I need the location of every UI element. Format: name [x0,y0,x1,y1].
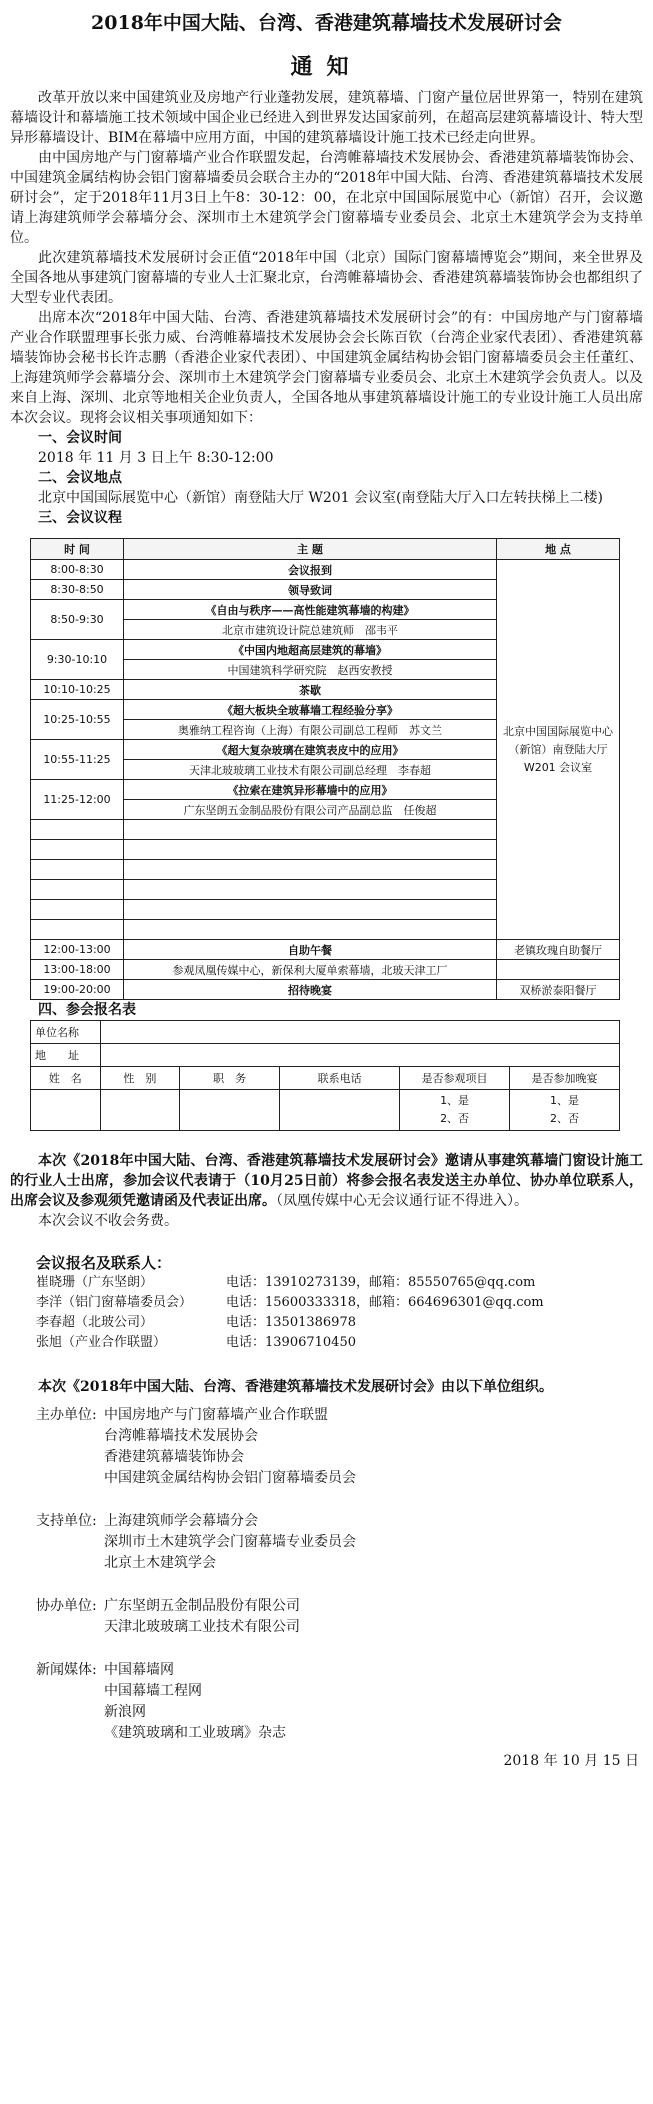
intro-paragraph-1: 改革开放以来中国建筑业及房地产行业蓬勃发展，建筑幕墙、门窗产量位居世界第一，特别在建筑幕墙设计和幕墙施工技术领域中国企业已经进入到世界发达国家前列，在超高层建筑幕墙设计、特大型异形幕墙设计、BIM在幕墙中应用方面，中国的建筑幕墙设计施工技术已经走向世界。 [10,90,643,146]
reg-dinner-yes: 1、是 [550,1094,580,1107]
contact-info: 电话：13906710450 [226,1335,356,1350]
contact-name: 李春超（北玻公司） [36,1315,154,1330]
contact-row [36,1293,653,1313]
agenda-speaker: 中国建筑科学研究院 赵西安教授 [124,660,497,680]
agenda-header-place: 地 点 [497,539,620,560]
agenda-time: 8:30-8:50 [31,580,124,600]
reg-entry-row [31,1090,620,1131]
intro-paragraph-2: 由中国房地产与门窗幕墙产业合作联盟发起，台湾帷幕墙技术发展协会、香港建筑幕墙装饰协会、中国建筑金属结构协会铝门窗幕墙委员会联合主办的“2018年中国大陆、台湾、香港建筑幕墙技术发展研讨会”，定于2018年11月3日上午8：30-12：00，在北京中国国际展览中心（新馆）召开，会议邀请上海建筑师学会幕墙分会、深圳市土木建筑学会门窗幕墙专业委员会、北京土木建筑学会为支持单位。 [10,150,643,246]
org-label: 新闻媒体: [36,1662,97,1678]
org-group-media [36,1660,653,1744]
document-title: 2018年中国大陆、台湾、香港建筑幕墙技术发展研讨会 [91,12,562,34]
reg-unit-row [31,1021,620,1044]
contact-name: 崔晓珊（广东坚朗） [36,1275,154,1290]
agenda-topic: 《超大复杂玻璃在建筑表皮中的应用》 [124,740,497,760]
org-group-host [36,1405,653,1489]
agenda-topic: 《自由与秩序——高性能建筑幕墙的构建》 [124,600,497,620]
contact-info: 电话：13501386978 [226,1315,356,1330]
org-group-coorganizer [36,1596,653,1638]
contact-row [36,1273,653,1293]
contacts-title: 会议报名及联系人： [36,1254,172,1272]
reg-visit-no: 2、否 [440,1112,470,1125]
contacts-list [0,1273,653,1353]
agenda-location: 北京中国国际展览中心（新馆）南登陆大厅 W201 会议室 [497,560,620,940]
agenda-time: 10:10-10:25 [31,680,124,700]
reg-header-visit: 是否参观项目 [400,1067,510,1090]
organizers-intro: 本次《2018年中国大陆、台湾、香港建筑幕墙技术发展研讨会》由以下单位组织。 [38,1379,553,1395]
intro-paragraph-3: 此次建筑幕墙技术发展研讨会正值“2018年中国（北京）国际门窗幕墙博览会”期间，来全世界及全国各地从事建筑门窗幕墙的专业人士汇聚北京，台湾帷幕墙协会、香港建筑幕墙装饰协会也都组织了大型专业代表团。 [10,250,643,306]
document-subtitle: 通知 [290,54,363,80]
agenda-time: 13:00-18:00 [31,960,124,980]
reg-dinner-no: 2、否 [550,1112,580,1125]
agenda-topic: 自助午餐 [124,940,497,960]
reg-entry-visit[interactable] [400,1090,510,1131]
org-item: 中国房地产与门窗幕墙产业合作联盟 [104,1407,328,1423]
notes-paren: （凤凰传媒中心无会议通行证不得进入）。 [276,1193,528,1209]
reg-address-value[interactable] [100,1044,619,1067]
contact-info: 电话：15600333318，邮箱：664696301@qq.com [226,1295,544,1310]
org-item: 深圳市土木建筑学会门窗幕墙专业委员会 [104,1534,356,1550]
reg-entry-gender[interactable] [100,1090,180,1131]
reg-entry-dinner[interactable] [510,1090,620,1131]
reg-header-position: 职 务 [180,1067,280,1090]
contact-row [36,1333,653,1353]
reg-entry-phone[interactable] [280,1090,400,1131]
org-item: 新浪网 [104,1704,146,1720]
agenda-row [31,560,620,580]
agenda-speaker: 广东坚朗五金制品股份有限公司产品副总监 任俊超 [124,800,497,820]
agenda-time: 11:25-12:00 [31,780,124,820]
agenda-time: 12:00-13:00 [31,940,124,960]
agenda-header-time: 时 间 [31,539,124,560]
section-place-heading: 二、会议地点 [38,470,122,486]
reg-header-gender: 性 别 [100,1067,180,1090]
contact-row [36,1313,653,1333]
agenda-topic: 《超大板块全玻幕墙工程经验分享》 [124,700,497,720]
agenda-row [31,980,620,1000]
reg-entry-position[interactable] [180,1090,280,1131]
reg-unit-label: 单位名称 [31,1021,101,1044]
notes-main: 本次《2018年中国大陆、台湾、香港建筑幕墙技术发展研讨会》邀请从事建筑幕墙门窗设计施工的行业人士出席，参加会议代表请于（10月25日前）将参会报名表发送主办单位、协办单位联系人，出席会议及参观须凭邀请函及代表证出席。 [10,1153,643,1209]
agenda-time: 8:00-8:30 [31,560,124,580]
reg-entry-name[interactable] [31,1090,101,1131]
org-item: 上海建筑师学会幕墙分会 [104,1513,258,1529]
agenda-speaker: 奥雅纳工程咨询（上海）有限公司副总工程师 苏文兰 [124,720,497,740]
agenda-place [497,960,620,980]
reg-visit-yes: 1、是 [440,1094,470,1107]
contact-info: 电话：13910273139，邮箱：85550765@qq.com [226,1275,536,1290]
agenda-table [30,538,620,1000]
org-item: 香港建筑幕墙装饰协会 [104,1449,244,1465]
contact-name: 张旭（产业合作联盟） [36,1335,167,1350]
agenda-header-row [31,539,620,560]
agenda-time: 9:30-10:10 [31,640,124,680]
intro-paragraph-4: 出席本次“2018年中国大陆、台湾、香港建筑幕墙技术发展研讨会”的有：中国房地产与门窗幕墙产业合作联盟理事长张力威、台湾帷幕墙技术发展协会会长陈百钦（台湾企业家代表团）、香港建筑幕墙装饰协会秘书长许志鹏（香港企业家代表团）、中国建筑金属结构协会铝门窗幕墙委员会主任董红、上海建筑师学会幕墙分会、深圳市土木建筑学会门窗幕墙专业委员会、北京土木建筑学会负责人。以及来自上海、深圳、北京等地相关企业负责人，全国各地从事建筑幕墙设计施工的专业设计施工人员出席本次会议。现将会议相关事项通知如下： [10,310,643,426]
agenda-topic: 《中国内地超高层建筑的幕墙》 [124,640,497,660]
agenda-speaker: 天津北玻玻璃工业技术有限公司副总经理 李春超 [124,760,497,780]
section-place-text: 北京中国国际展览中心（新馆）南登陆大厅 W201 会议室(南登陆大厅入口左转扶梯上二楼) [38,490,603,506]
section-registration-heading: 四、参会报名表 [38,1002,136,1018]
agenda-time: 19:00-20:00 [31,980,124,1000]
notes-fee: 本次会议不收会务费。 [38,1213,178,1229]
agenda-place: 双桥淤泰阳餐厅 [497,980,620,1000]
org-label: 协办单位: [36,1598,97,1614]
notes-block [0,1151,653,1231]
agenda-topic: 领导致词 [124,580,497,600]
agenda-topic: 会议报到 [124,560,497,580]
org-item: 广东坚朗五金制品股份有限公司 [104,1598,300,1614]
section-time-heading: 一、会议时间 [38,430,122,446]
contact-name: 李洋（铝门窗幕墙委员会） [36,1295,193,1310]
section-agenda-heading: 三、会议议程 [38,510,122,526]
agenda-topic: 茶歇 [124,680,497,700]
org-group-support [36,1511,653,1574]
reg-address-row [31,1044,620,1067]
agenda-place: 老镇玫瑰自助餐厅 [497,940,620,960]
organizers-list [0,1405,653,1744]
org-item: 北京土木建筑学会 [104,1555,216,1571]
document-date: 2018 年 10 月 15 日 [503,1753,639,1769]
org-item: 中国幕墙工程网 [104,1683,202,1699]
reg-header-phone: 联系电话 [280,1067,400,1090]
org-item: 《建筑玻璃和工业玻璃》杂志 [104,1725,286,1741]
org-item: 台湾帷幕墙技术发展协会 [104,1428,258,1444]
agenda-row [31,940,620,960]
agenda-topic: 招待晚宴 [124,980,497,1000]
reg-header-row [31,1067,620,1090]
notes-paragraph [10,1151,643,1211]
agenda-speaker: 北京市建筑设计院总建筑师 邵韦平 [124,620,497,640]
section-time-text: 2018 年 11 月 3 日上午 8:30-12:00 [38,450,274,466]
reg-header-dinner: 是否参加晚宴 [510,1067,620,1090]
agenda-time: 10:25-10:55 [31,700,124,740]
agenda-header-topic: 主 题 [124,539,497,560]
org-item: 中国建筑金属结构协会铝门窗幕墙委员会 [104,1470,356,1486]
document-body [0,88,653,528]
agenda-row [31,960,620,980]
agenda-time: 8:50-9:30 [31,600,124,640]
reg-address-label: 地 址 [31,1044,101,1067]
reg-unit-value[interactable] [100,1021,619,1044]
org-item: 中国幕墙网 [104,1662,174,1678]
contacts-block [0,1253,653,1353]
agenda-time: 10:55-11:25 [31,740,124,780]
org-item: 天津北玻玻璃工业技术有限公司 [104,1619,300,1635]
reg-header-name: 姓 名 [31,1067,101,1090]
agenda-topic: 《拉索在建筑异形幕墙中的应用》 [124,780,497,800]
organizers-intro-block [0,1377,653,1397]
org-label: 主办单位: [36,1407,97,1423]
registration-block [0,1000,653,1020]
org-label: 支持单位: [36,1513,97,1529]
registration-table [30,1020,620,1131]
agenda-topic: 参观凤凰传媒中心，新保利大厦单索幕墙，北玻天津工厂 [124,960,497,980]
